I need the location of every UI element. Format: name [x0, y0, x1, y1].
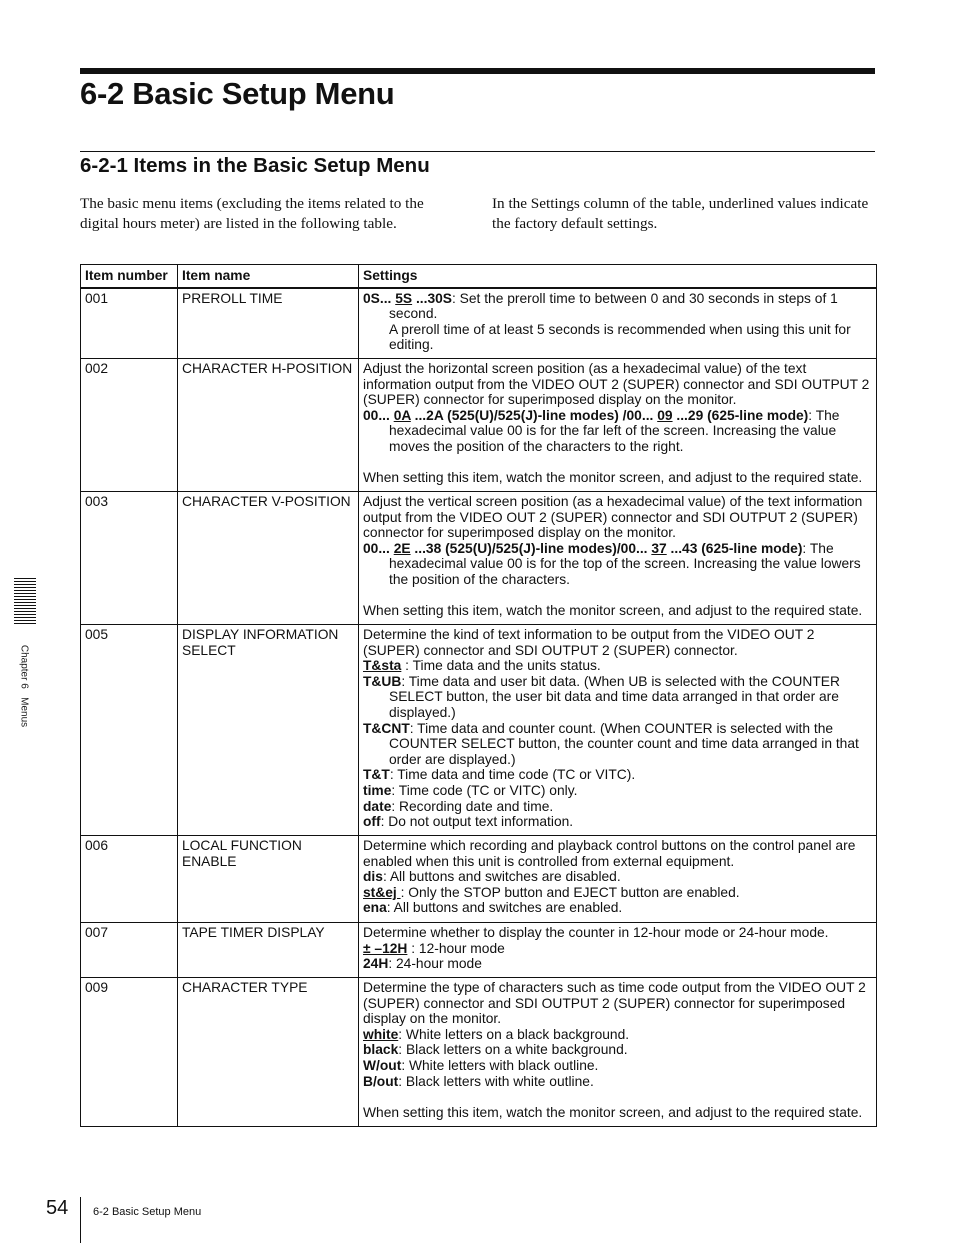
range-end: ...30S: [412, 290, 452, 306]
item-settings: [359, 288, 877, 359]
option-text: : Time data and the units status.: [401, 658, 601, 674]
header-item-number: Item number: [81, 265, 178, 288]
section-title: 6-2-1 Items in the Basic Setup Menu: [80, 154, 430, 177]
settings-option: [363, 1027, 872, 1043]
settings-note: A preroll time of at least 5 seconds is recommended when using this unit for editing.: [389, 321, 851, 353]
item-name: PREROLL TIME: [178, 288, 359, 359]
basic-menu-table: [80, 264, 877, 1127]
page-number: 54: [46, 1197, 69, 1219]
settings-intro: Determine the kind of text information to be output from the VIDEO OUT 2 (SUPER) connector and SDI OUTPUT 2 (SUPER) connector.: [363, 627, 815, 658]
default-value: 0A: [393, 407, 411, 423]
item-settings: [359, 359, 877, 492]
option-key: T&T: [363, 767, 390, 783]
table-row: [81, 359, 877, 492]
table-row: [81, 923, 877, 978]
default-value: 5S: [395, 290, 413, 306]
item-number: 003: [81, 492, 178, 625]
settings-option: [363, 1042, 872, 1058]
option-key-default: white: [363, 1026, 399, 1042]
settings-option: [363, 1074, 872, 1090]
option-key-default: T&sta: [363, 658, 402, 674]
option-key: dis: [363, 869, 383, 885]
item-number: 002: [81, 359, 178, 492]
settings-option: [363, 799, 872, 815]
chapter-tab-marker: [14, 578, 36, 625]
option-text: : 12-hour mode: [407, 940, 505, 956]
settings-option: [363, 941, 872, 957]
option-text: : Black letters with white outline.: [398, 1073, 594, 1089]
item-settings: [359, 492, 877, 625]
item-settings: [359, 978, 877, 1127]
chapter-label: Chapter 6 Menus: [18, 644, 30, 728]
item-name: CHARACTER V-POSITION: [178, 492, 359, 625]
settings-option: [363, 956, 872, 972]
option-key: date: [363, 798, 392, 814]
settings-note: When setting this item, watch the monitor screen, and adjust to the required state.: [363, 1104, 863, 1120]
settings-option: [363, 721, 872, 768]
table-row: [81, 625, 877, 836]
settings-range: [363, 408, 872, 455]
table-row: [81, 836, 877, 923]
option-text: : All buttons and switches are disabled.: [382, 869, 621, 885]
default-value: 2E: [393, 540, 411, 556]
option-text: : Only the STOP button and EJECT button are enabled.: [400, 884, 740, 900]
option-key: B/out: [363, 1073, 399, 1089]
option-key: W/out: [363, 1058, 402, 1074]
item-number: 006: [81, 836, 178, 923]
option-text: : Time code (TC or VITC) only.: [391, 783, 578, 799]
range-start: 00...: [363, 540, 394, 556]
option-text: : White letters with black outline.: [401, 1058, 599, 1074]
range-description: : The hexadecimal value 00 is for the top of the screen. Increasing the value lowers the position of the characters.: [389, 540, 861, 588]
item-name: DISPLAY INFORMATION SELECT: [178, 625, 359, 836]
intro-text-right: In the Settings column of the table, underlined values indicate the factory default settings.: [492, 195, 869, 232]
item-settings: [359, 923, 877, 978]
item-name: LOCAL FUNCTION ENABLE: [178, 836, 359, 923]
item-number: 001: [81, 288, 178, 359]
section-rule: [80, 151, 875, 152]
settings-option: [363, 658, 872, 674]
range-description: : The hexadecimal value 00 is for the far left of the screen. Increasing the value moves the position of the characters to the right.: [389, 407, 840, 455]
range-end: ...29 (625-line mode): [672, 407, 809, 423]
option-text: : Do not output text information.: [380, 814, 574, 830]
item-settings: [359, 836, 877, 923]
item-number: 009: [81, 978, 178, 1127]
item-name: TAPE TIMER DISPLAY: [178, 923, 359, 978]
option-text: : All buttons and switches are enabled.: [386, 900, 623, 916]
option-text: : Time data and user bit data. (When UB is selected with the COUNTER SELECT button, the user bit data and time data arranged in that order are displayed.): [389, 673, 840, 721]
settings-option: [363, 814, 872, 830]
option-key: T&CNT: [363, 720, 410, 736]
title-rule: [80, 68, 875, 74]
header-settings: Settings: [359, 265, 877, 288]
header-item-name: Item name: [178, 265, 359, 288]
option-key: 24H: [363, 956, 389, 972]
range-mid: ...2A (525(U)/525(J)-line modes) /00...: [410, 407, 658, 423]
range-start: 0S...: [363, 290, 396, 306]
settings-intro: Determine which recording and playback control buttons on the control panel are enabled when this unit is controlled from external equipment.: [363, 838, 856, 869]
settings-option: [363, 783, 872, 799]
option-text: : 24-hour mode: [388, 956, 482, 972]
table-row: [81, 492, 877, 625]
range-start: 00...: [363, 407, 394, 423]
footer-rule: [80, 1197, 81, 1243]
range-description: : Set the preroll time to between 0 and 30 seconds in steps of 1 second.: [389, 290, 838, 322]
settings-option: [363, 885, 872, 901]
settings-option: [363, 869, 872, 885]
option-key: T&UB: [363, 673, 402, 689]
intro-text-left: The basic menu items (excluding the items related to the digital hours meter) are listed in the following table.: [80, 195, 424, 232]
settings-intro: Determine whether to display the counter in 12-hour mode or 24-hour mode.: [363, 925, 829, 941]
page-title: 6-2 Basic Setup Menu: [80, 76, 395, 111]
item-number: 005: [81, 625, 178, 836]
settings-intro: Adjust the vertical screen position (as a hexadecimal value) of the text information output from the VIDEO OUT 2 (SUPER) connector and SDI OUTPUT 2 (SUPER) connector for superimposed display on the monitor.: [363, 494, 863, 541]
item-name: CHARACTER H-POSITION: [178, 359, 359, 492]
default-value: 37: [651, 540, 667, 556]
table-header-row: [81, 265, 877, 288]
settings-option: [363, 900, 872, 916]
item-settings: [359, 625, 877, 836]
option-key: black: [363, 1042, 399, 1058]
option-key-default: st&ej: [363, 884, 401, 900]
settings-range: [363, 291, 872, 322]
settings-intro: Adjust the horizontal screen position (as a hexadecimal value) of the text information output from the VIDEO OUT 2 (SUPER) connector and SDI OUTPUT 2 (SUPER) connector for superimposed display on the monitor.: [363, 361, 870, 408]
item-number: 007: [81, 923, 178, 978]
option-text: : Time data and time code (TC or VITC).: [389, 767, 636, 783]
option-text: : Recording date and time.: [391, 798, 554, 814]
settings-note: When setting this item, watch the monitor screen, and adjust to the required state.: [363, 470, 863, 486]
settings-note: When setting this item, watch the monitor screen, and adjust to the required state.: [363, 603, 863, 619]
settings-option: [363, 1058, 872, 1074]
option-key: ena: [363, 900, 387, 916]
settings-range: [363, 541, 872, 588]
option-text: : Black letters on a white background.: [398, 1042, 628, 1058]
option-key: time: [363, 783, 392, 799]
range-mid: ...38 (525(U)/525(J)-line modes)/00...: [410, 540, 652, 556]
option-text: : Time data and counter count. (When COUNTER is selected with the COUNTER SELECT button, the counter count and time data arranged in that order are displayed.): [389, 720, 859, 767]
option-text: : White letters on a black background.: [398, 1026, 630, 1042]
footer-section-title: 6-2 Basic Setup Menu: [93, 1206, 202, 1218]
settings-option: [363, 674, 872, 721]
default-value: 09: [657, 407, 673, 423]
settings-intro: Determine the type of characters such as time code output from the VIDEO OUT 2 (SUPER) connector and SDI OUTPUT 2 (SUPER) connector for superimposed display on the monitor.: [363, 980, 866, 1027]
range-end: ...43 (625-line mode): [666, 540, 803, 556]
table-row: [81, 288, 877, 359]
item-name: CHARACTER TYPE: [178, 978, 359, 1127]
option-key: off: [363, 814, 381, 830]
option-key-default: ± –12H: [363, 940, 408, 956]
table-row: [81, 978, 877, 1127]
settings-option: [363, 767, 872, 783]
